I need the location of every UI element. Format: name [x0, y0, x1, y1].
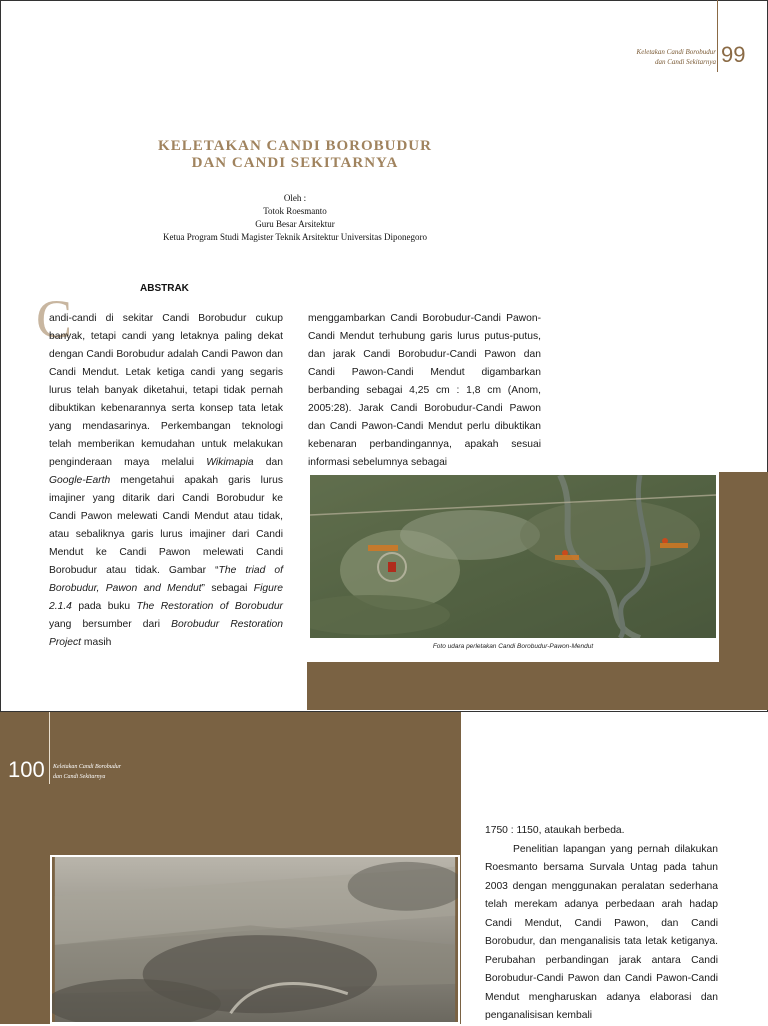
title-line2: DAN CANDI SEKITARNYA — [191, 155, 399, 171]
running-head-line2: dan Candi Sekitarnya — [654, 58, 716, 66]
body-column-3 — [485, 822, 718, 1026]
running-head-bottom-line2: dan Candi Sekitarnya — [53, 774, 106, 780]
google-earth-term: Google-Earth — [49, 475, 111, 486]
drop-cap: C — [36, 289, 73, 349]
col1-text-e: yang bersumber dari — [49, 619, 172, 630]
running-head-bottom-line1: Keletakan Candi Borobudur — [53, 764, 122, 770]
col2-text: menggambarkan Candi Borobudur-Candi Pawon-Candi Mendut terhubung garis lurus putus-putus, dan jarak Candi Borobudur-Candi Pawon dan Candi Pawon-Candi Mendut digambarkan berbanding sebagai 4,25 cm : 1,8 cm (Anom, 2005:28). Jarak Candi Borobudur-Candi Pawon dan Candi Pawon-Candi Mendut perlu dibuktikan kebenaran perbandingannya, apakah sesuai informasi sebelumnya sebagai — [308, 313, 541, 468]
abstract-column-2 — [308, 310, 541, 472]
triad-title: The triad of Borobudur, Pawon and Mendut — [49, 565, 283, 594]
running-head-line1: Keletakan Candi Borobudur — [636, 48, 716, 56]
figure-ref: Figure 2.1.4 — [49, 583, 283, 612]
title-line1: KELETAKAN CANDI BOROBUDUR — [158, 138, 432, 154]
col1-text-f: masih — [81, 637, 112, 648]
historic-aerial-photo — [50, 855, 460, 1024]
running-head — [637, 47, 716, 67]
page-number: 99 — [721, 42, 746, 67]
col1-text-d: pada buku — [71, 601, 137, 612]
col3-first-line: 1750 : 1150, ataukah berbeda. — [485, 825, 625, 836]
col1-text-a: andi-candi di sekitar Candi Borobudur cukup banyak, tetapi candi yang letaknya paling dekat dengan Candi Borobudur adalah Candi Pawon dan Candi Mendut. Letak ketiga candi yang segaris lurus telah banyak diketahui, tetapi tidak pernah dibuktikan kebenarannya serta konsep tata letak yang mendasarinya. Perkembangan teknologi telah memberikan kemudahan untuk melakukan penginderaan maya melalui — [49, 313, 283, 468]
running-head-bottom — [53, 762, 121, 782]
header-divider-bottom — [49, 712, 50, 784]
photo-caption: Foto udara perletakan Candi Borobudur-Pawon-Mendut — [432, 643, 594, 650]
col1-text-c: ” sebagai — [201, 583, 254, 594]
author-affiliation: Ketua Program Studi Magister Teknik Arsitektur Universitas Diponegoro — [163, 232, 427, 242]
header-divider — [717, 0, 718, 72]
author-role: Guru Besar Arsitektur — [255, 219, 335, 229]
project-name: Borobudur Restoration Project — [49, 619, 283, 648]
wikimapia-term: Wikimapia — [206, 457, 254, 468]
col1-dan: dan — [253, 457, 283, 468]
aerial-photo — [310, 475, 716, 638]
byline — [60, 192, 530, 244]
col1-text-b: mengetahui apakah garis lurus imajiner yang ditarik dari Candi Borobudur ke Candi Pawon melewati Candi Mendut atau tidak, atau sebaliknya garis lurus imajiner dari Candi Mendut ke Candi Pawon melewati Candi Borobudur atau tidak. Gambar “ — [49, 475, 283, 576]
book-title: The Restoration of Borobudur — [136, 601, 283, 612]
page-number-bottom: 100 — [8, 757, 45, 782]
byline-oleh: Oleh : — [283, 193, 307, 203]
abstract-column-1 — [49, 310, 283, 652]
col3-paragraph: Penelitian lapangan yang pernah dilakukan Roesmanto bersama Survala Untag pada tahun 2003 dengan menggunakan peralatan sederhana telah merekam adanya perbedaan arah hadap Candi Mendut, Candi Pawon, dan Candi Borobudur, dan menganalisis tata letak ketiganya. Perubahan perbandingan jarak antara Candi Borobudur-Candi Pawon dan Candi Pawon-Candi Mendut mengharuskan adanya elaborasi dan penganalisisan kembali — [485, 843, 718, 1021]
author-name: Totok Roesmanto — [263, 206, 327, 216]
section-heading: ABSTRAK — [140, 283, 189, 294]
article-title — [60, 138, 530, 172]
